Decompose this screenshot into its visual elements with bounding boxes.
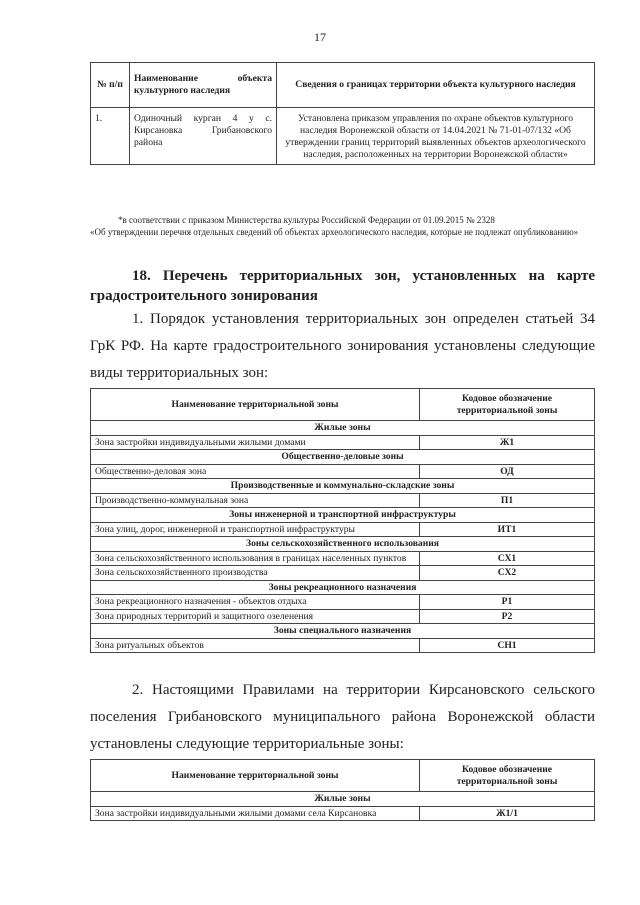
category-row	[91, 508, 595, 523]
zone-code: Р1	[420, 595, 595, 610]
zone-code: Р2	[420, 609, 595, 624]
header-zone-name: Наименование территориальной зоны	[91, 760, 420, 792]
zone-code: СХ1	[420, 551, 595, 566]
table-row	[91, 435, 595, 450]
table-row	[91, 806, 595, 821]
category-row	[91, 421, 595, 436]
zone-name: Зона застройки индивидуальными жилыми домами села Кирсановка	[91, 806, 420, 821]
paragraph-2	[90, 677, 595, 758]
table-row	[91, 638, 595, 653]
table-row	[91, 566, 595, 581]
zone-code: СХ2	[420, 566, 595, 581]
page-number: 17	[314, 30, 326, 44]
footnote-line: «Об утверждении перечня отдельных сведений об объектах археологического наследия, которые не подлежат опубликованию»	[90, 226, 579, 237]
section-heading	[90, 266, 595, 306]
heritage-table	[90, 62, 595, 165]
category-label: Зоны рекреационного назначения	[91, 580, 595, 595]
table-row	[91, 595, 595, 610]
category-row	[91, 537, 595, 552]
header-zone-code: Кодовое обозначение территориальной зоны	[420, 389, 595, 421]
category-row	[91, 580, 595, 595]
table-header-row	[91, 63, 595, 108]
cell-num: 1.	[91, 108, 130, 165]
category-label: Жилые зоны	[91, 421, 595, 436]
table-header-row	[91, 389, 595, 421]
category-label: Зоны инженерной и транспортной инфраструктуры	[91, 508, 595, 523]
zone-name: Зона сельскохозяйственного использования в границах населенных пунктов	[91, 551, 420, 566]
zone-name: Зона застройки индивидуальными жилыми домами	[91, 435, 420, 450]
zone-name: Производственно-коммунальная зона	[91, 493, 420, 508]
header-zone-code: Кодовое обозначение территориальной зоны	[420, 760, 595, 792]
category-row	[91, 624, 595, 639]
table-row	[91, 108, 595, 165]
header-boundary-info: Сведения о границах территории объекта культурного наследия	[277, 63, 595, 108]
cell-boundary-info: Установлена приказом управления по охране объектов культурного наследия Воронежской области от 14.04.2021 № 71-01-07/132 «Об утверждении границ территорий выявленных объектов археологического наследия, расположенных на территории Воронежской области»	[277, 108, 595, 165]
zones-table	[90, 388, 595, 653]
heading-line: градостроительного зонирования	[90, 288, 318, 304]
zone-code: П1	[420, 493, 595, 508]
zones-table-kirsanovka	[90, 759, 595, 821]
category-row	[91, 792, 595, 807]
zone-code: Ж1/1	[420, 806, 595, 821]
header-zone-name: Наименование территориальной зоны	[91, 389, 420, 421]
category-row	[91, 479, 595, 494]
paragraph-line: установлены следующие территориальные зоны:	[90, 736, 404, 752]
table-row	[91, 551, 595, 566]
category-label: Производственные и коммунально-складские зоны	[91, 479, 595, 494]
zone-name: Зона ритуальных объектов	[91, 638, 420, 653]
paragraph-line: 2. Настоящими Правилами на территории Кирсановского сельского	[132, 682, 595, 698]
paragraph-line: 1. Порядок установления территориальных зон определен статьей 34	[132, 311, 595, 327]
zone-name: Зона рекреационного назначения - объектов отдыха	[91, 595, 420, 610]
paragraph-line: поселения Грибановского муниципального района Воронежской области	[90, 709, 595, 725]
category-label: Жилые зоны	[91, 792, 595, 807]
table-row	[91, 609, 595, 624]
paragraph-line: ГрК РФ. На карте градостроительного зонирования установлены следующие	[90, 338, 595, 354]
table-row	[91, 522, 595, 537]
footnote	[90, 215, 595, 238]
table-row	[91, 493, 595, 508]
table-header-row	[91, 760, 595, 792]
category-label: Зоны сельскохозяйственного использования	[91, 537, 595, 552]
zone-name: Зона сельскохозяйственного производства	[91, 566, 420, 581]
header-object-name: Наименование объекта культурного наследия	[130, 63, 277, 108]
footnote-line: *в соответствии с приказом Министерства культуры Российской Федерации от 01.09.2015 № 2328	[118, 215, 495, 225]
paragraph-1	[90, 306, 595, 387]
category-row	[91, 450, 595, 465]
category-label: Зоны специального назначения	[91, 624, 595, 639]
cell-object-name: Одиночный курган 4 у с. Кирсановка Грибановского района	[130, 108, 277, 165]
category-label: Общественно-деловые зоны	[91, 450, 595, 465]
zone-name: Зона природных территорий и защитного озеленения	[91, 609, 420, 624]
zone-name: Зона улиц, дорог, инженерной и транспортной инфраструктуры	[91, 522, 420, 537]
header-num: № п/п	[91, 63, 130, 108]
zone-code: Ж1	[420, 435, 595, 450]
zone-code: СН1	[420, 638, 595, 653]
zone-code: ОД	[420, 464, 595, 479]
heading-line: 18. Перечень территориальных зон, установленных на карте	[132, 268, 595, 284]
zone-name: Общественно-деловая зона	[91, 464, 420, 479]
paragraph-line: виды территориальных зон:	[90, 365, 269, 381]
zone-code: ИТ1	[420, 522, 595, 537]
table-row	[91, 464, 595, 479]
